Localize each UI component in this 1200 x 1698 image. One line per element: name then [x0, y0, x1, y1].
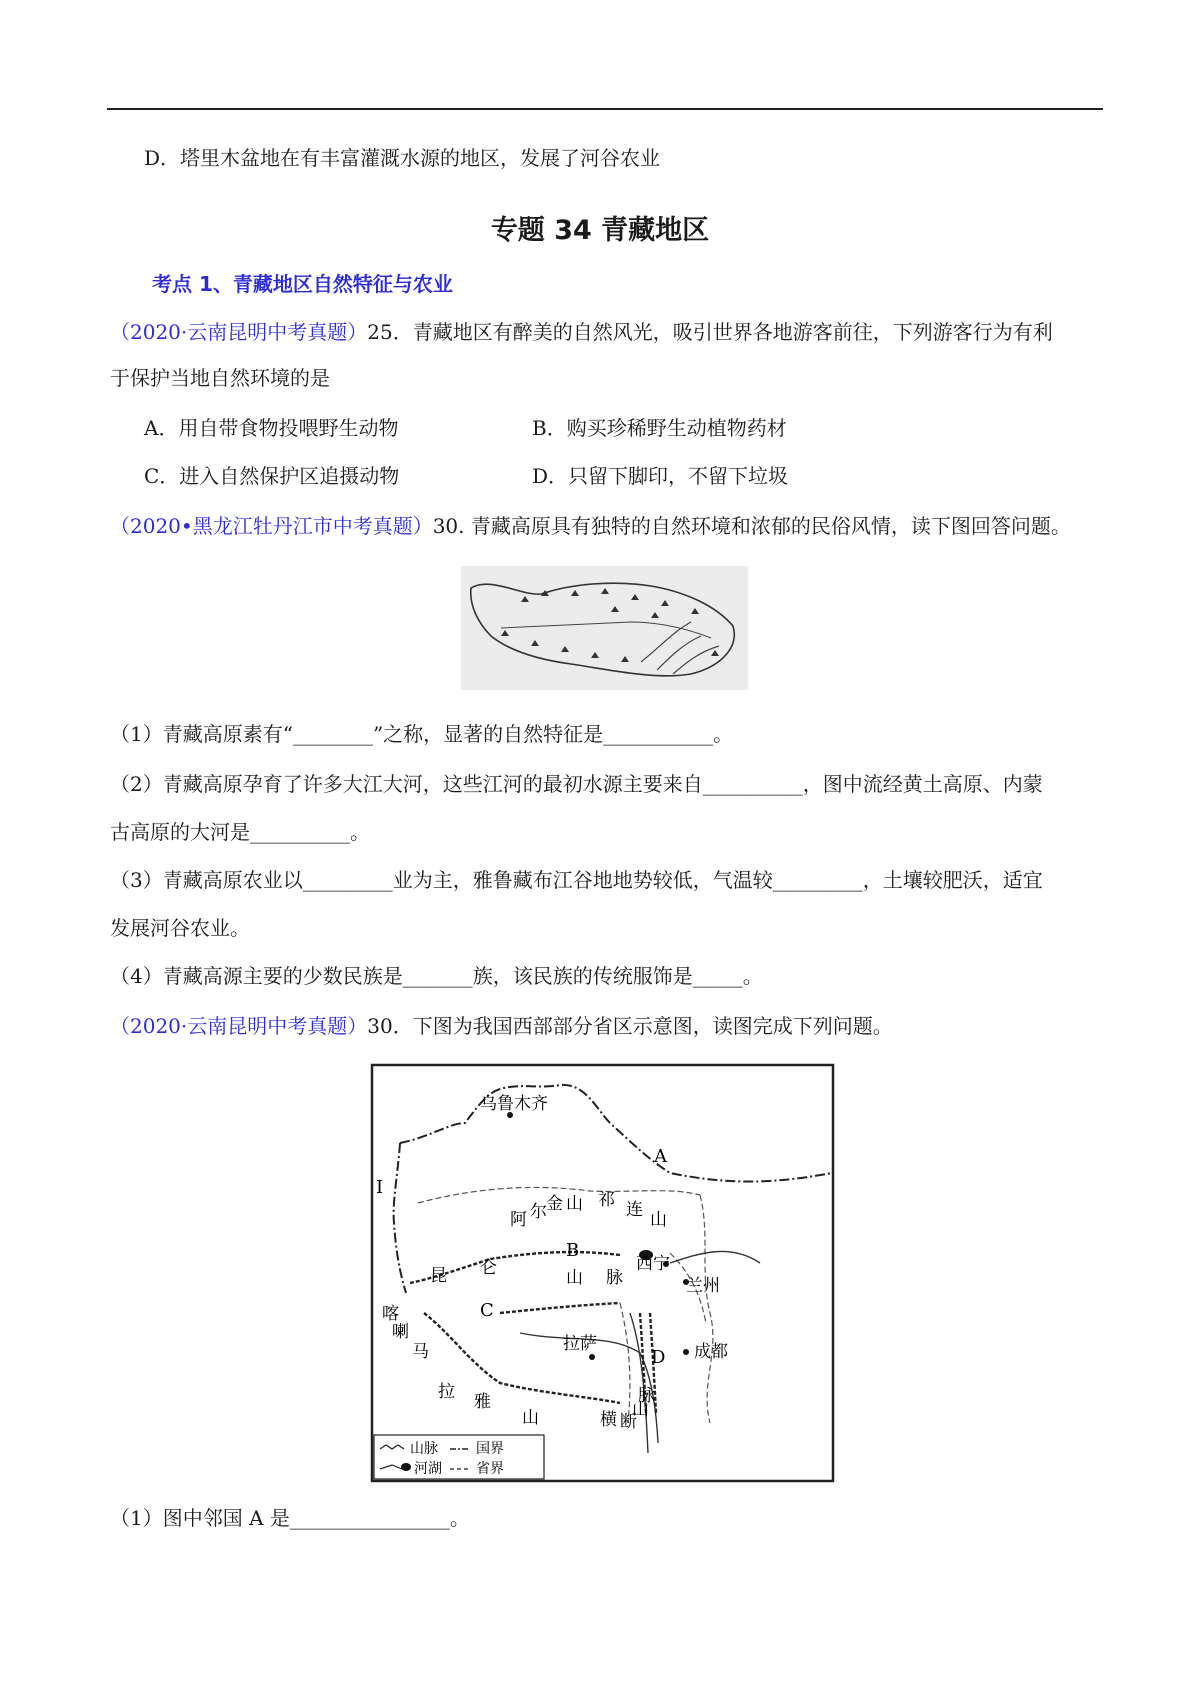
q30a-sub2-line1: （2）青藏高原孕育了许多大江大河，这些江河的最初水源主要来自__________，图中流经黄土高原、内蒙	[110, 772, 1043, 796]
q30a-stem-text: 30. 青藏高原具有独特的自然环境和浓郁的民俗风情，读下图回答问题。	[432, 514, 1071, 538]
prev-option-d: D．塔里木盆地在有丰富灌溉水源的地区，发展了河谷农业	[144, 146, 661, 170]
map-mtn-kunlun-2: 山	[566, 1268, 583, 1288]
q25-option-b: B．购买珍稀野生动植物药材	[532, 416, 787, 440]
q25-stem-text: 25．青藏地区有醉美的自然风光，吸引世界各地游客前往，下列游客行为有利	[367, 320, 1053, 344]
map-mtn-hengduan-1: 断	[620, 1412, 637, 1432]
q30a-sub3-line1: （3）青藏高原农业以_________业为主，雅鲁藏布江谷地地势较低，气温较_________，土壤较肥沃，适宜	[110, 868, 1043, 892]
map-mtn-himalaya-3: 山	[522, 1408, 539, 1428]
map-label-a: A	[654, 1146, 667, 1167]
map-mtn-himalaya-0: 马	[412, 1342, 429, 1362]
q25-option-c: C．进入自然保护区追摄动物	[144, 464, 400, 488]
map-mtn-kunlun-3: 脉	[606, 1268, 623, 1288]
map-mtn-qilian-2: 山	[650, 1210, 667, 1230]
map-mtn-qilian-0: 祁	[598, 1190, 615, 1210]
map-label-i: I	[376, 1177, 384, 1198]
header-rule	[107, 108, 1103, 110]
map-city-chengdu: 成都	[694, 1342, 728, 1362]
map-label-b: B	[566, 1240, 580, 1261]
map-mtn-altun-0: 阿	[510, 1210, 527, 1230]
map-legend	[374, 1435, 544, 1479]
map-mtn-himalaya-2: 雅	[474, 1392, 491, 1412]
map-mtn-hengduan-2: 山	[632, 1400, 649, 1420]
q30a-sub3-line2: 发展河谷农业。	[110, 916, 250, 940]
q25-stem-line1	[110, 318, 1053, 346]
legend-provincial-border: 省界	[476, 1461, 504, 1477]
map-mtn-kunlun-0: 昆	[430, 1266, 447, 1286]
map-city-lanzhou: 兰州	[686, 1276, 720, 1296]
q30a-sub2-line2: 古高原的大河是__________。	[110, 820, 370, 844]
map-mtn-altun-2: 金	[546, 1194, 563, 1214]
tibet-plateau-sketch	[461, 566, 748, 690]
legend-mountain: 山脉	[410, 1441, 438, 1457]
map-city-lhasa: 拉萨	[563, 1334, 597, 1354]
q25-option-d: D．只留下脚印，不留下垃圾	[532, 464, 789, 488]
map-mtn-karakoram-1: 喇	[392, 1322, 409, 1342]
q30b-sub1: （1）图中邻国 A 是________________。	[110, 1506, 470, 1530]
legend-river-lake: 河湖	[414, 1461, 442, 1477]
map-mtn-altun-1: 尔	[530, 1202, 547, 1222]
q25-stem-line2: 于保护当地自然环境的是	[110, 366, 330, 390]
map-label-c: C	[480, 1300, 494, 1321]
q30a-stem	[110, 512, 1071, 540]
map-city-urumqi: 乌鲁木齐	[480, 1094, 548, 1114]
q30b-stem-text: 30．下图为我国西部部分省区示意图，读图完成下列问题。	[367, 1014, 893, 1038]
q30b-stem	[110, 1012, 893, 1040]
legend-national-border: 国界	[476, 1441, 504, 1457]
q25-option-a: A．用自带食物投喂野生动物	[144, 416, 399, 440]
map-mtn-hengduan-3: 脉	[638, 1386, 655, 1406]
map-mtn-hengduan-0: 横	[600, 1410, 617, 1430]
map-mtn-qilian-1: 连	[626, 1200, 643, 1220]
q30b-source: （2020·云南昆明中考真题）	[110, 1014, 368, 1038]
map-mtn-altun-3: 山	[566, 1194, 583, 1214]
q30a-source: （2020•黑龙江牡丹江市中考真题）	[110, 514, 433, 538]
western-china-map	[370, 1063, 835, 1488]
map-mtn-himalaya-1: 拉	[438, 1382, 455, 1402]
map-mtn-karakoram-0: 喀	[382, 1304, 399, 1324]
map-city-xining: 西宁	[636, 1254, 670, 1274]
kaodian-heading: 考点 1、青藏地区自然特征与农业	[152, 272, 453, 296]
q30a-sub4: （4）青藏高源主要的少数民族是_______族，该民族的传统服饰是_____。	[110, 964, 763, 988]
q25-source: （2020·云南昆明中考真题）	[110, 320, 368, 344]
page-title: 专题 34 青藏地区	[490, 215, 710, 246]
map-label-d: D	[651, 1347, 666, 1368]
map-mtn-kunlun-1: 仑	[480, 1258, 497, 1278]
q30a-sub1: （1）青藏高原素有“________”之称，显著的自然特征是___________。	[110, 722, 734, 746]
